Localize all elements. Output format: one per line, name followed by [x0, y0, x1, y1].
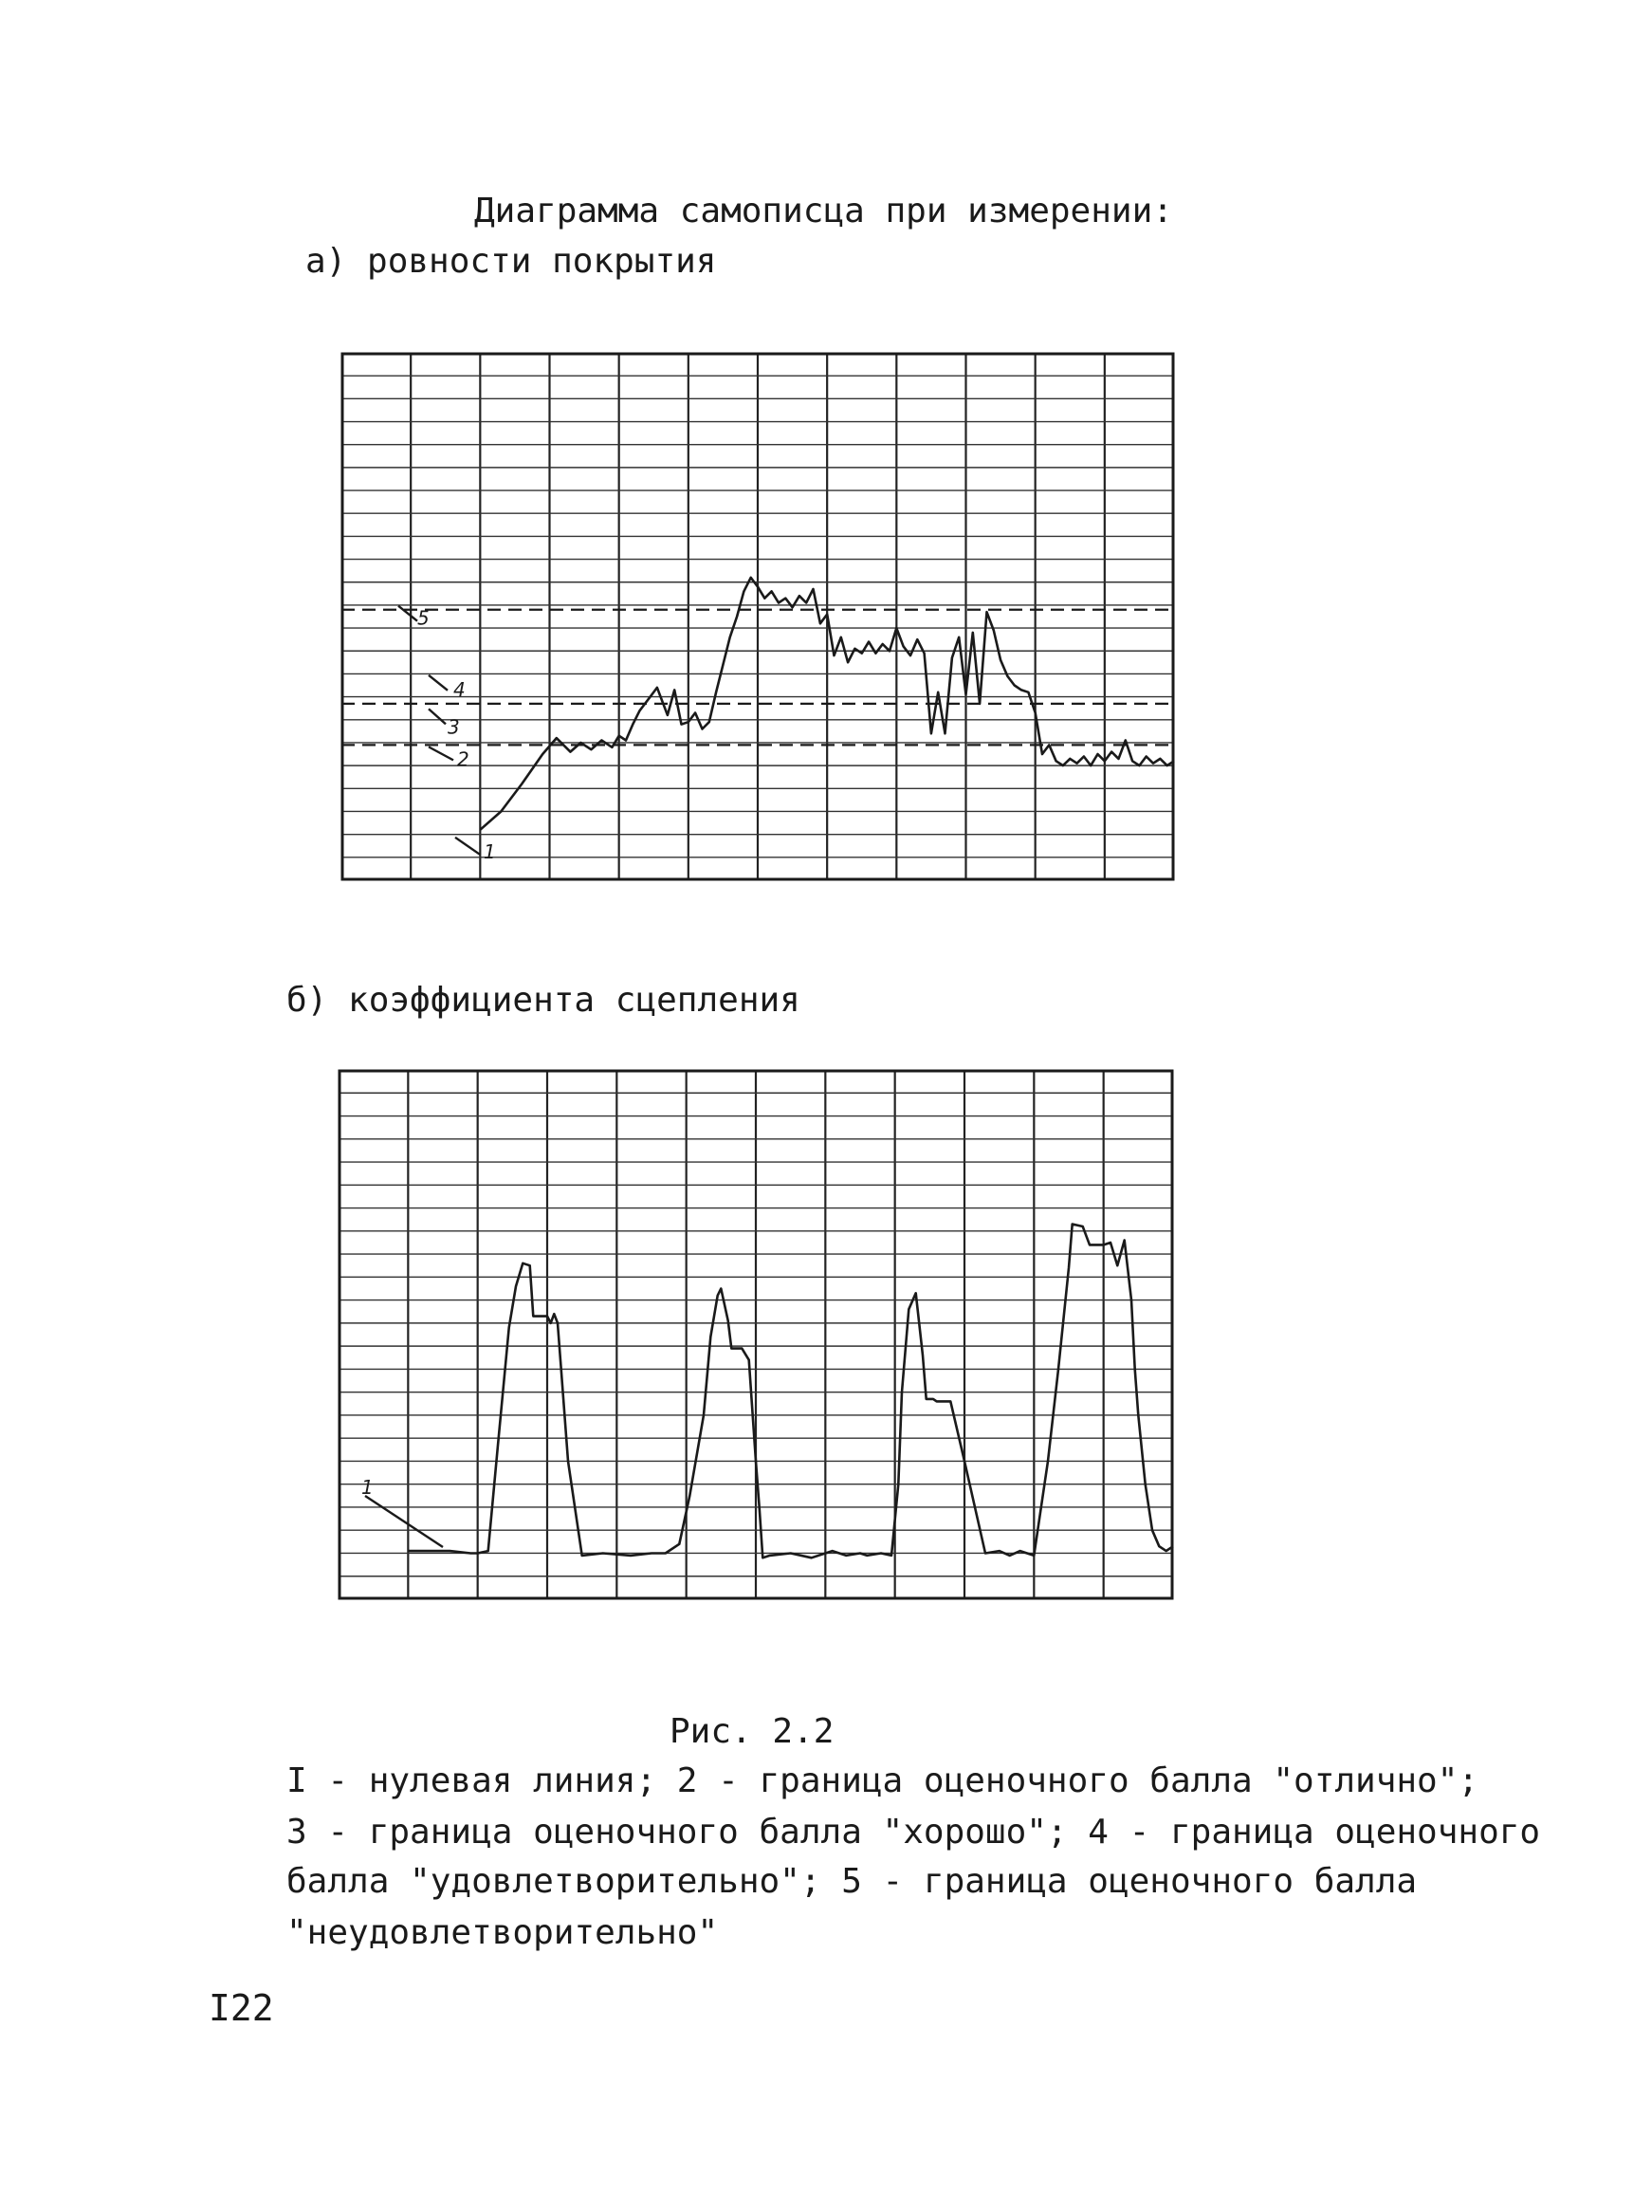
chart-a-ref-leader	[455, 838, 480, 855]
chart-a-ref-label: 3	[448, 715, 460, 739]
chart-b-ref-leader	[365, 1496, 443, 1547]
chart-b-reference-markers	[361, 1476, 443, 1547]
chart-a-grid	[341, 353, 1174, 880]
legend-line-4: "неудовлетворительно"	[286, 1913, 719, 1952]
chart-b-ref-label: 1	[361, 1476, 374, 1500]
chart-a-ref-label: 1	[484, 839, 496, 863]
figure-label: Рис. 2.2	[670, 1712, 835, 1751]
chart-b-subtitle: б) коэффициента сцепления	[286, 981, 800, 1020]
chart-a-ref-leader	[398, 606, 417, 621]
chart-a-ref-leader	[429, 747, 453, 760]
page-title: Диаграмма самописца при измерении:	[474, 192, 1173, 230]
chart-a-ref-leader	[429, 709, 446, 724]
legend-line-3: балла "удовлетворительно"; 5 - граница оценочного балла	[286, 1862, 1418, 1901]
legend-line-2: 3 - граница оценочного балла "хорошо"; 4 - граница оценочного	[286, 1813, 1541, 1852]
page-number: I22	[209, 1987, 274, 2029]
chart-a	[341, 353, 1174, 880]
chart-a-ref-label: 5	[417, 606, 430, 630]
chart-a-subtitle: а) ровности покрытия	[305, 242, 717, 281]
chart-b-grid	[339, 1070, 1173, 1599]
chart-b	[339, 1070, 1173, 1599]
legend-line-1: I - нулевая линия; 2 - граница оценочного балла "отлично";	[286, 1761, 1479, 1800]
chart-a-ref-label: 4	[453, 677, 466, 701]
chart-a-ref-label: 2	[457, 747, 469, 771]
chart-a-ref-leader	[429, 675, 448, 691]
